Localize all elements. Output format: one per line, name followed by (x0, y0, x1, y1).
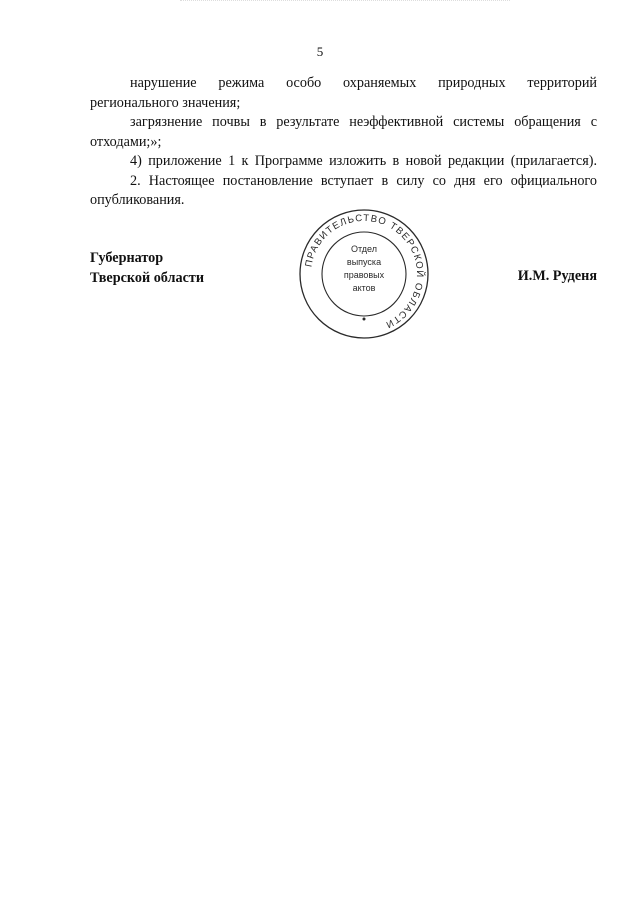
page-number: 5 (316, 44, 324, 59)
signatory-name: И.М. Руденя (517, 268, 597, 284)
paragraph-4: 2. Настоящее постановление вступает в силу со дня его официального опубликования. (90, 172, 597, 208)
document-body (90, 74, 597, 211)
stamp-center-line-2: выпуска (346, 257, 382, 267)
paragraph-1: нарушение режима особо охраняемых природных территорий регионального значения; (90, 75, 597, 111)
stamp-bottom-dot-icon (363, 318, 366, 321)
signatory-position-line-2: Тверской области (90, 270, 205, 286)
stamp-ring-text: ПРАВИТЕЛЬСТВО ТВЕРСКОЙ ОБЛАСТИ (303, 212, 426, 331)
scan-edge-artifact (180, 0, 510, 5)
signatory-position (90, 248, 204, 288)
official-seal-stamp (297, 207, 431, 341)
stamp-center-line-3: правовых (343, 270, 385, 280)
stamp-center-line-4: актов (352, 283, 376, 293)
signatory-position-line-1: Губернатор (90, 250, 164, 266)
stamp-center-line-1: Отдел (350, 244, 378, 254)
paragraph-3: 4) приложение 1 к Программе изложить в новой редакции (прилагается). (130, 153, 597, 169)
paragraph-2: загрязнение почвы в результате неэффективной системы обращения с отходами;»; (90, 114, 597, 150)
